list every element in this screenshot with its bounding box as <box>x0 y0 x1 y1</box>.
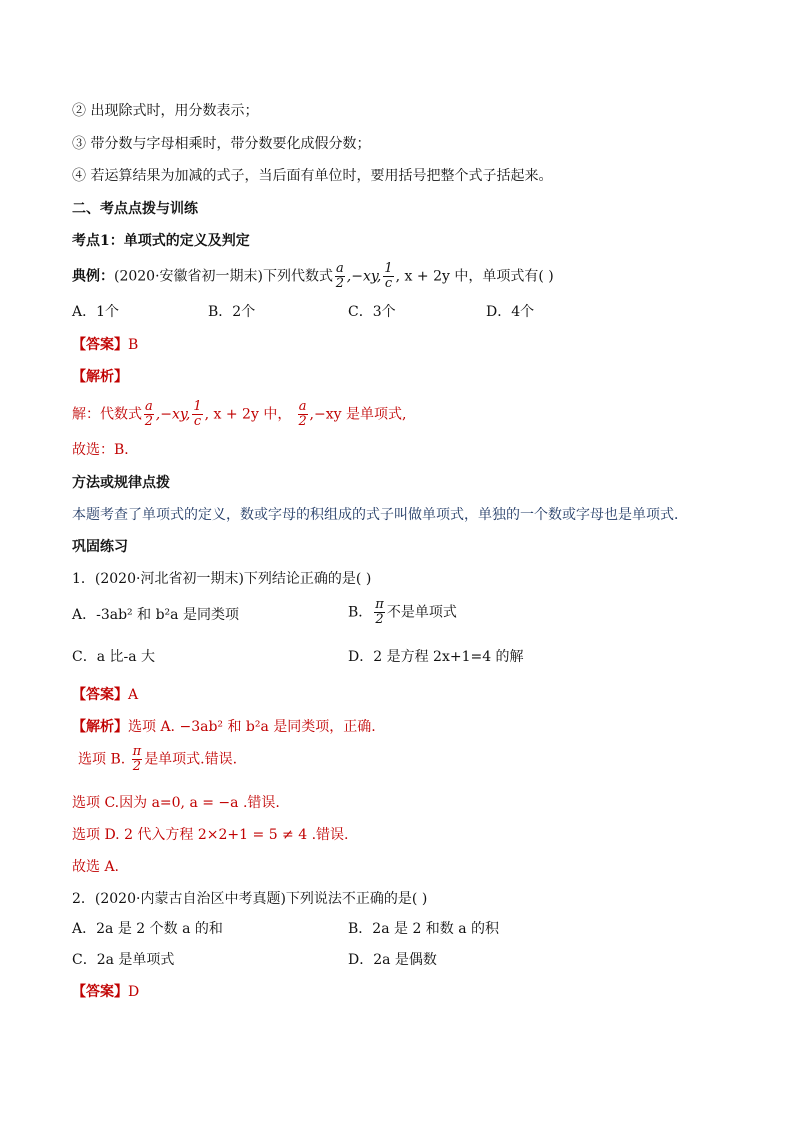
q2-stem: 2．(2020·内蒙古自治区中考真题)下列说法不正确的是( ) <box>72 891 428 907</box>
sol-fraction-a-over-2-b: $\frac{a}{2}$ <box>298 399 307 429</box>
method-title: 方法或规律点拨 <box>72 475 170 491</box>
example-conclusion: 故选：B． <box>72 442 139 458</box>
fraction-a-over-2: $\frac{a}{2}$ <box>335 261 345 291</box>
example-option-a: A．1个 <box>72 304 120 320</box>
q2-option-c: C．2a 是单项式 <box>72 952 175 968</box>
q1-analysis-b: 选项 B. $\frac{\pi}{2}$ 是单项式.错误. <box>78 744 238 774</box>
rule-3: ③ 带分数与字母相乘时，带分数要化成假分数； <box>72 136 371 152</box>
q2-option-d: D．2a 是偶数 <box>348 952 437 968</box>
example-mid: ,−xy, <box>346 268 382 285</box>
kp1-title: 考点1：单项式的定义及判定 <box>72 233 250 249</box>
fraction-1-over-c: $\frac{1}{c}$ <box>384 261 393 291</box>
section-title: 二、考点点拨与训练 <box>72 201 198 217</box>
example-stem <box>72 262 554 291</box>
rule-2: ② 出现除式时，用分数表示； <box>72 103 259 119</box>
example-source: (2020·安徽省初一期末)下列代数式 <box>114 268 334 285</box>
q1-option-d: D．2 是方程 2x+1=4 的解 <box>348 649 524 665</box>
example-label: 典例： <box>72 268 114 285</box>
example-option-c: C．3个 <box>348 304 396 320</box>
q1-analysis-d: 选项 D. 2 代入方程 2×2+1 = 5 ≠ 4 .错误. <box>72 827 349 843</box>
q1-answer: 【答案】A <box>72 687 139 703</box>
example-option-b: B．2个 <box>208 304 256 320</box>
example-option-d: D．4个 <box>486 304 535 320</box>
q2-option-a: A．2a 是 2 个数 a 的和 <box>72 921 223 937</box>
q1-option-b: B． $\frac{\pi}{2}$ 不是单项式 <box>348 597 457 627</box>
method-text: 本题考查了单项式的定义，数或字母的积组成的式子叫做单项式，单独的一个数或字母也是单项式． <box>72 507 688 523</box>
practice-title: 巩固练习 <box>72 539 128 555</box>
q2-option-b: B．2a 是 2 和数 a 的积 <box>348 921 500 937</box>
example-tail: , x + 2y 中，单项式有( ) <box>395 268 554 285</box>
example-solution: 解：代数式 $\frac{a}{2}$ ,−xy, $\frac{1}{c}$ , x + 2y 中， $\frac{a}{2}$ ,−xy 是单项式, <box>72 399 407 429</box>
example-answer: 【答案】B <box>72 337 139 353</box>
analysis-fraction-pi-over-2: $\frac{\pi}{2}$ <box>132 744 142 774</box>
q1-analysis-a: 【解析】选项 A. −3ab² 和 b²a 是同类项，正确. <box>72 719 376 735</box>
q1-option-a: A．-3ab² 和 b²a 是同类项 <box>72 607 239 623</box>
fraction-pi-over-2: $\frac{\pi}{2}$ <box>375 597 384 627</box>
q1-conclusion: 故选 A. <box>72 859 120 875</box>
q2-answer: 【答案】D <box>72 984 140 1000</box>
q1-stem: 1．(2020·河北省初一期末)下列结论正确的是( ) <box>72 571 372 587</box>
sol-fraction-1-over-c: $\frac{1}{c}$ <box>193 399 202 429</box>
rule-4: ④ 若运算结果为加减的式子，当后面有单位时，要用括号把整个式子括起来。 <box>72 168 553 184</box>
q1-analysis-c: 选项 C.因为 a=0, a = −a .错误. <box>72 795 280 811</box>
example-analysis-tag: 【解析】 <box>72 369 128 385</box>
sol-fraction-a-over-2: $\frac{a}{2}$ <box>144 399 154 429</box>
q1-option-c: C．a 比-a 大 <box>72 649 156 665</box>
